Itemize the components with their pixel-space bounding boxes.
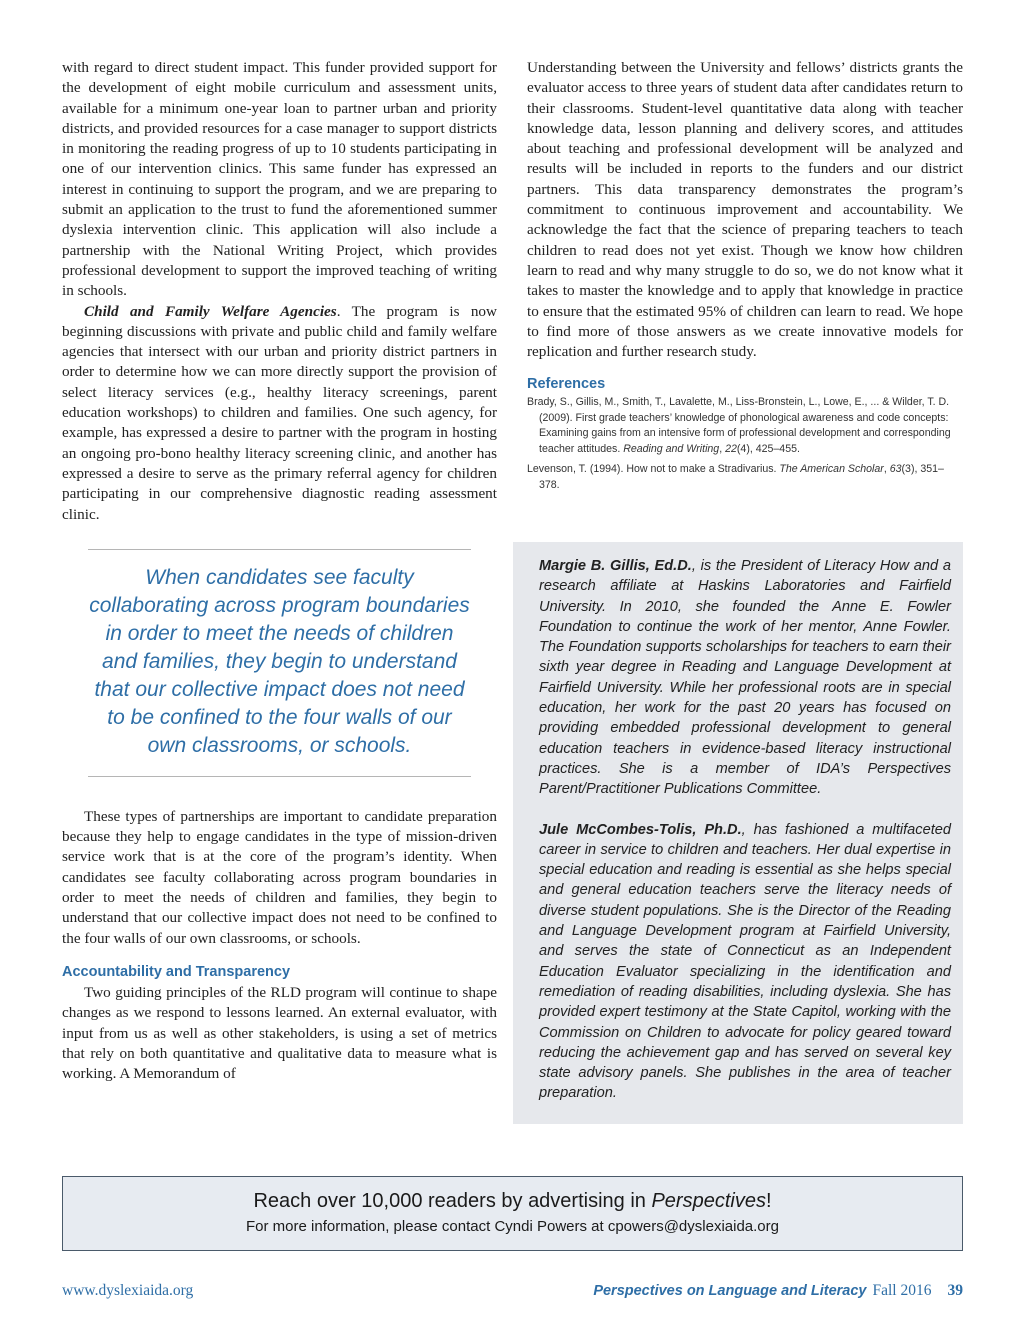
author-bio-mccombes-tolis bbox=[539, 820, 951, 1104]
reference-separator: , bbox=[883, 463, 890, 476]
reference-separator: , bbox=[719, 442, 726, 455]
author-bio-text: , has fashioned a multifaceted career in service to children and teachers. Her dual expertise in special education and reading is essential as she helps special and general education teachers serve the literacy needs of diverse student populations. She is the Director of the Reading and Language Development program at Fairfield University, and serves the state of Connecticut as an Independent Education Evaluator specializing in the identification and remediation of reading disabilities, including dyslexia. She has provided expert testimony at the State Capitol, working with the Commission on Children to advocate for policy geared toward reducing the achievement gap and has served on several key state advisory panels. She publishes in the area of teacher preparation. bbox=[539, 821, 951, 1102]
left-column bbox=[62, 58, 497, 1084]
reference-pages: (4), 425–455. bbox=[736, 442, 800, 455]
footer-publication bbox=[593, 1282, 963, 1300]
footer-website-link[interactable]: www.dyslexiaida.org bbox=[62, 1282, 194, 1299]
pull-quote: When candidates see faculty collaborating across program boundaries in order to meet the needs of children and families, they begin to understand that our collective impact does not need to be confined to the four walls of our own classrooms, or schools. bbox=[88, 549, 471, 777]
ad-contact-line[interactable]: For more information, please contact Cyndi Powers at cpowers@dyslexiaida.org bbox=[246, 1218, 779, 1235]
author-name: Margie B. Gillis, Ed.D. bbox=[539, 558, 692, 574]
reference-journal: The American Scholar bbox=[779, 463, 884, 476]
ad-headline-text: Reach over 10,000 readers by advertising in bbox=[253, 1190, 652, 1212]
references-heading: References bbox=[527, 376, 606, 393]
footer-issue: Fall 2016 bbox=[872, 1282, 932, 1299]
ad-headline bbox=[63, 1190, 962, 1213]
reference-volume: 63 bbox=[889, 463, 902, 476]
body-paragraph-welfare bbox=[62, 302, 497, 525]
reference-journal: Reading and Writing bbox=[623, 442, 720, 455]
ad-headline-punct: ! bbox=[765, 1190, 772, 1212]
body-paragraph: These types of partnerships are important to candidate preparation because they help to engage candidates in the type of mission-driven service work that is at the core of the program’s identity. When candidates see faculty collaborating across program boundaries in order to meet the needs of children and families, they begin to understand that our collective impact does not need to be confined to the four walls of our own classrooms, or schools. bbox=[62, 807, 497, 947]
reference-text: Levenson, T. (1994). How not to make a Stradivarius. bbox=[527, 463, 780, 476]
author-bio-box bbox=[513, 542, 963, 1124]
advertising-banner bbox=[62, 1176, 963, 1251]
author-bio-text: , is the President of Literacy How and a research affiliate at Haskins Laboratories and Fairfield University. In 2010, she founded the Anne E. Fowler Foundation to continue the work of her mentor, Anne Fowler. The Foundation supports scholarships for teachers to earn their sixth year degree in Reading and Language Development at Fairfield University. While her professional roots are in special education, her work for the past 20 years has focused on providing embedded professional development to general education teachers in evidence-based literacy instructional practices. She is a member of IDA’s Perspectives Parent/Practitioner Publications Committee. bbox=[539, 558, 951, 798]
ad-headline-title: Perspectives bbox=[651, 1190, 766, 1212]
body-paragraph: Two guiding principles of the RLD program will continue to shape changes as we respond to lessons learned. An external evaluator, with input from us as well as other stakeholders, is using a set of metrics that rely on both quantitative and qualitative data to measure what is working. A Memorandum of bbox=[62, 983, 497, 1083]
reference-volume: 22 bbox=[725, 442, 737, 455]
body-paragraph: with regard to direct student impact. This funder provided support for the development of eight mobile curriculum and assessment units, available for a minimum one-year loan to partner urban and priority districts, and provided resources for a case manager to support districts in monitoring the reading progress of up to 10 students participating in one of our intervention clinics. This same funder has expressed an interest in continuing to support the program, and we are preparing to submit an application to the trust to fund the aforementioned summer dyslexia intervention clinic. This application will also include a partnership with the National Writing Project, which provides professional development to support the improved teaching of writing in schools. bbox=[62, 59, 497, 300]
author-name: Jule McCombes-Tolis, Ph.D. bbox=[539, 821, 742, 838]
paragraph-text: . The program is now beginning discussions with private and public child and family welfare agencies that intersect with our urban and priority district partners in order to determine how we can more directly support the provision of select literacy services (e.g., healthy literacy screenings, parent education workshops) to children and families. One such agency, for example, has expressed a desire to partner with the program in hosting an ongoing pro-bono healthy literacy screening clinic, and another has expressed a desire to serve as the primary referral agency for children participating in our comprehensive diagnostic reading assessment clinic. bbox=[62, 302, 497, 523]
body-paragraph: Understanding between the University and fellows’ districts grants the evaluator access to three years of student data after candidates return to their classrooms. Student-level quantitative data along with teacher knowledge data, lesson planning and delivery scores, and attitudes about teaching and professional development will be analyzed and results will be included in reports to the funders and our district partners. This data transparency demonstrates the program’s commitment to continuous improvement and accountability. We acknowledge the fact that the science of preparing teachers to teach children to read does not yet exist. Though we know how children learn to read and why many struggle to do so, we do not know what it takes to master the knowledge and to apply that knowledge in practice to ensure that the estimated 95% of children can learn to read. We hope to find more of those answers as we create innovative models for replication and further research study. bbox=[527, 59, 963, 361]
footer-journal-title: Perspectives on Language and Literacy bbox=[593, 1283, 867, 1299]
reference-pages: (3), 351–378. bbox=[539, 463, 944, 491]
right-column bbox=[527, 58, 963, 498]
reference-item bbox=[527, 462, 963, 493]
page-footer bbox=[62, 1282, 963, 1302]
run-in-heading: Child and Family Welfare Agencies bbox=[84, 302, 337, 320]
reference-item bbox=[527, 395, 963, 457]
author-bio-gillis bbox=[539, 556, 951, 800]
section-heading: Accountability and Transparency bbox=[62, 963, 291, 980]
reference-text: Brady, S., Gillis, M., Smith, T., Lavalette, M., Liss-Bronstein, L., Lowe, E., ... & Wilder, T. D. (2009). First grade teachers’ knowledge of phonological awareness and code concepts: Examining gains from an intensive form of professional development and corresponding teacher attitudes. bbox=[527, 396, 951, 455]
page-number: 39 bbox=[947, 1282, 963, 1299]
